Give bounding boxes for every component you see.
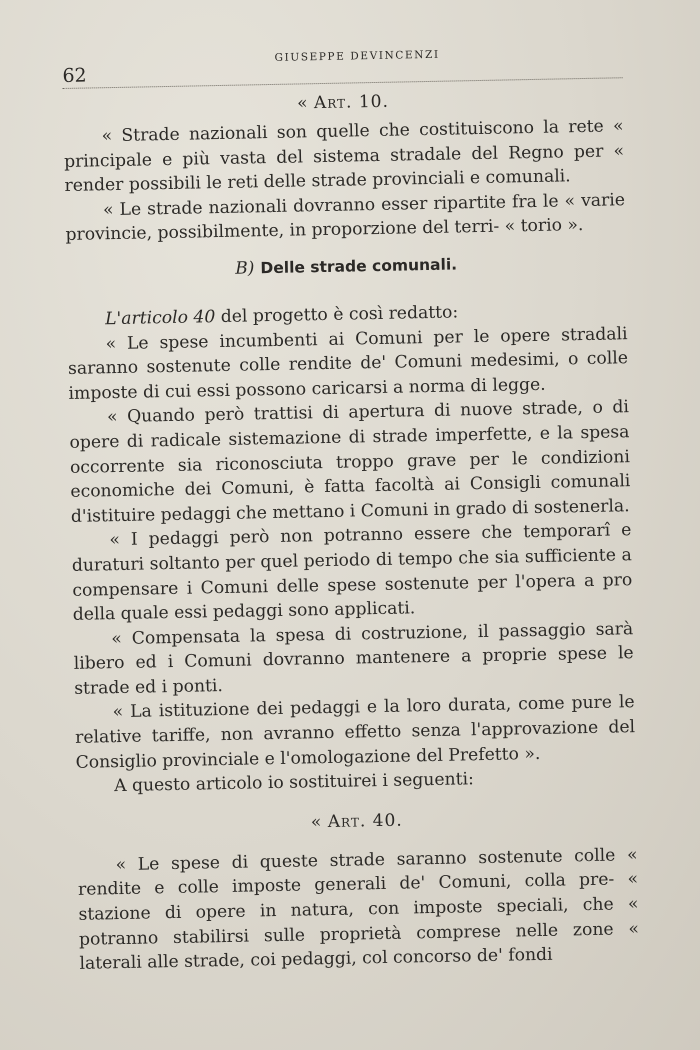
section-b-letter: B): [235, 258, 255, 279]
running-head-author: GIUSEPPE DEVINCENZI: [274, 48, 440, 64]
article-40-new-heading: [77, 803, 637, 840]
page-content: [62, 41, 640, 976]
article-40-paragraph-4: « Compensata la spesa di costruzione, il passaggio sarà libero ed i Comuni dovranno mantenere a proprie spese le strade ed i ponti.: [73, 618, 634, 699]
article-10-paragraph-1: « Strade nazionali son quelle che costituiscono la rete « principale e più vasta del sistema stradale del Regno per « render possibili le reti delle strade provinciali e comunali.: [63, 116, 625, 197]
article-40-new-quote: «: [310, 811, 328, 833]
article-10-quote: «: [296, 93, 315, 114]
page-number: 62: [62, 64, 87, 87]
section-b-title: [66, 249, 626, 284]
article-40-paragraph-1: « Le spese incumbenti ai Comuni per le opere stradali saranno sostenute colle rendite de' Comuni medesimi, o colle imposte di cui essi possono caricarsi a norma di legge.: [67, 323, 629, 404]
article-40-paragraph-3: « I pedaggi però non potranno essere che temporarî e duraturi soltanto per quel periodo di tempo che sia sufficiente a compensare i Comuni delle spese sostenute per l'opera a pro della quale essi pedaggi sono applicati.: [71, 520, 633, 625]
article-10-paragraph-2: « Le strade nazionali dovranno esser ripartite fra le « varie provincie, possibilmente, in proporzione del terri- « torio ».: [65, 190, 626, 246]
section-b-label: Delle strade comunali.: [260, 255, 458, 278]
running-head: [62, 41, 623, 89]
article-40-new-label: Art. 40.: [327, 810, 403, 832]
article-40-paragraph-5: « La istituzione dei pedaggi e la loro durata, come pure le relative tariffe, non avranno effetto senza l'approvazione del Consiglio provinciale e l'omologazione del Prefetto ».: [74, 692, 636, 773]
replacement-intro: A questo articolo io sostituirei i seguenti:: [113, 769, 475, 797]
article-40-paragraph-2: « Quando però trattisi di apertura di nuove strade, o di opere di radicale sistemazione di strade imperfette, e la spesa occorrente sia riconosciuta troppo grave per le condizioni economiche dei Comuni, è fatta facoltà ai Consigli comunali d'istituire pedaggi che mettano i Comuni in grado di sostenerla.: [69, 397, 631, 527]
article-10-label: Art. 10.: [313, 91, 390, 114]
article-reference: L'articolo 40: [104, 307, 216, 330]
intro-text: del progetto è così redatto:: [215, 302, 459, 328]
article-40-new-paragraph: « Le spese di queste strade saranno sostenute colle « rendite e colle imposte generali de' Comuni, colla pre- « stazione di opere in natura, con imposte speciali, che « potranno stabilirsi sulle proprietà comprese nelle zone « laterali alle strade, coi pedaggi, col concorso de' fondi: [77, 844, 640, 975]
